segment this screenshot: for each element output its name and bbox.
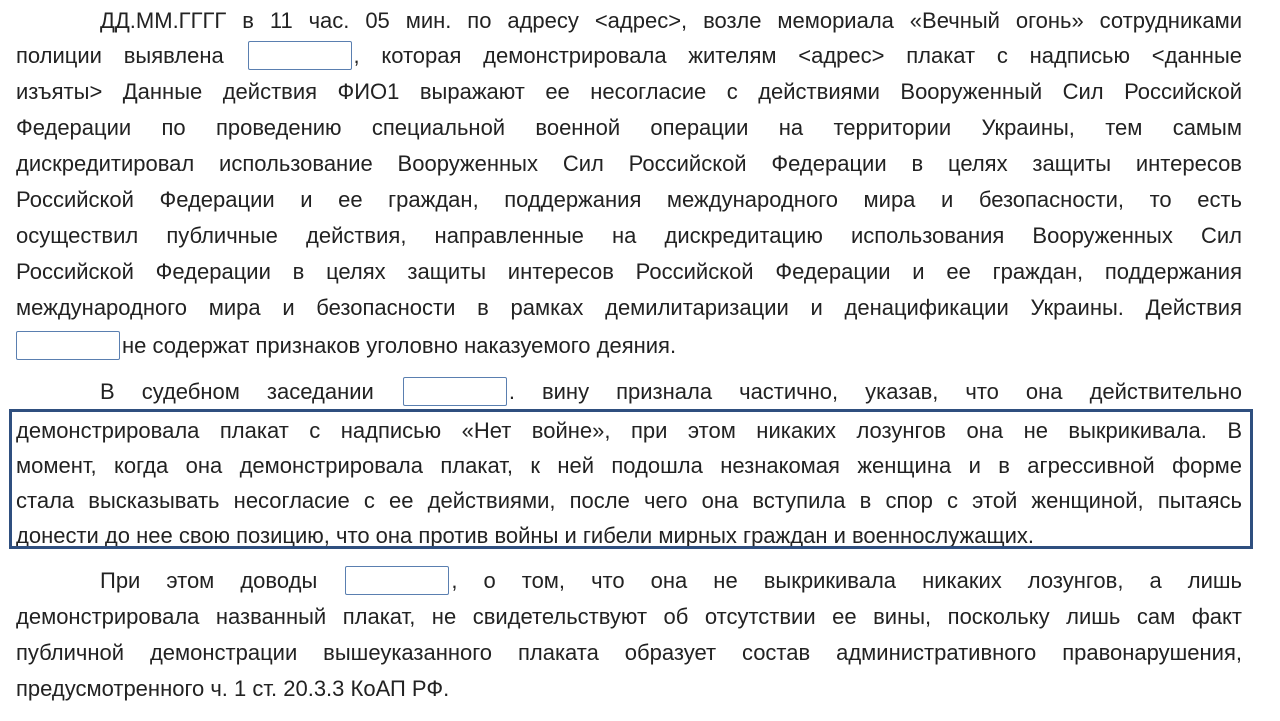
- paragraph3-line2: [16, 599, 1242, 635]
- paragraph1-line4: [16, 110, 1242, 146]
- paragraph1-line1: [16, 3, 1242, 39]
- paragraph3-line1-text-a: При этом доводы: [100, 568, 318, 593]
- paragraph1-line5-text: дискредитировал использование Вооруженных Сил Российской Федерации в целях защиты интересов: [16, 151, 1242, 176]
- paragraph1-line7-text: осуществил публичные действия, направленные на дискредитацию использования Вооруженных Сил: [16, 223, 1242, 248]
- paragraph1-line10: [16, 328, 1242, 364]
- redaction-box: [16, 331, 120, 360]
- highlighted-passage-frame: [9, 409, 1253, 549]
- paragraph2-line1-text-b: . вину признала частично, указав, что она действительно: [508, 379, 1242, 404]
- paragraph2-line4-text: стала высказывать несогласие с ее действиями, после чего она вступила в спор с этой женщиной, пытаясь: [16, 488, 1242, 513]
- paragraph1-line8: [16, 254, 1242, 290]
- paragraph1-line3: [16, 74, 1242, 110]
- paragraph2-line3-text: момент, когда она демонстрировала плакат, к ней подошла незнакомая женщина и в агрессивной форме: [16, 453, 1242, 478]
- paragraph3-line3: [16, 635, 1242, 671]
- paragraph1-line8-text: Российской Федерации в целях защиты интересов Российской Федерации и ее граждан, поддержания: [16, 259, 1242, 284]
- paragraph1-line9-text: международного мира и безопасности в рамках демилитаризации и денацификации Украины. Действия: [16, 295, 1242, 320]
- paragraph1-line2: [16, 38, 1242, 74]
- paragraph1-line3-text: изъяты> Данные действия ФИО1 выражают ее несогласие с действиями Вооруженный Сил Российской: [16, 79, 1242, 104]
- paragraph1-line1-text: ДД.ММ.ГГГГ в 11 час. 05 мин. по адресу <адрес>, возле мемориала «Вечный огонь» сотрудниками: [100, 8, 1242, 33]
- paragraph1-line6: [16, 182, 1242, 218]
- paragraph3-line3-text: публичной демонстрации вышеуказанного плаката образует состав административного правонарушения,: [16, 640, 1242, 665]
- paragraph3-line1: [16, 563, 1242, 599]
- paragraph1-line5: [16, 146, 1242, 182]
- paragraph3-line2-text: демонстрировала названный плакат, не свидетельствуют об отсутствии ее вины, поскольку лишь сам факт: [16, 604, 1242, 629]
- paragraph1-line2-text-a: полиции выявлена: [16, 43, 224, 68]
- paragraph3-line4-text: предусмотренного ч. 1 ст. 20.3.3 КоАП РФ.: [16, 676, 450, 701]
- paragraph3-line4: [16, 671, 1242, 707]
- paragraph2-line5-text: донести до нее свою позицию, что она против войны и гибели мирных граждан и военнослужащих.: [16, 523, 1034, 548]
- paragraph1-line4-text: Федерации по проведению специальной военной операции на территории Украины, тем самым: [16, 115, 1242, 140]
- paragraph1-line7: [16, 218, 1242, 254]
- paragraph3-line1-text-b: , о том, что она не выкрикивала никаких лозунгов, а лишь: [451, 568, 1242, 593]
- paragraph1-line6-text: Российской Федерации и ее граждан, поддержания международного мира и безопасности, то есть: [16, 187, 1242, 212]
- paragraph1-line10-text: не содержат признаков уголовно наказуемого деяния.: [122, 333, 677, 358]
- redaction-box: [403, 377, 507, 406]
- paragraph1-line2-text-b: , которая демонстрировала жителям <адрес> плакат с надписью <данные: [353, 43, 1242, 68]
- paragraph2-line1-text-a: В судебном заседании: [100, 379, 374, 404]
- paragraph2-line1: [16, 374, 1242, 410]
- redaction-box: [248, 41, 352, 70]
- redaction-box: [345, 566, 449, 595]
- paragraph1-line9: [16, 290, 1242, 326]
- paragraph2-line2-text: демонстрировала плакат с надписью «Нет войне», при этом никаких лозунгов она не выкрикивала. В: [16, 418, 1242, 443]
